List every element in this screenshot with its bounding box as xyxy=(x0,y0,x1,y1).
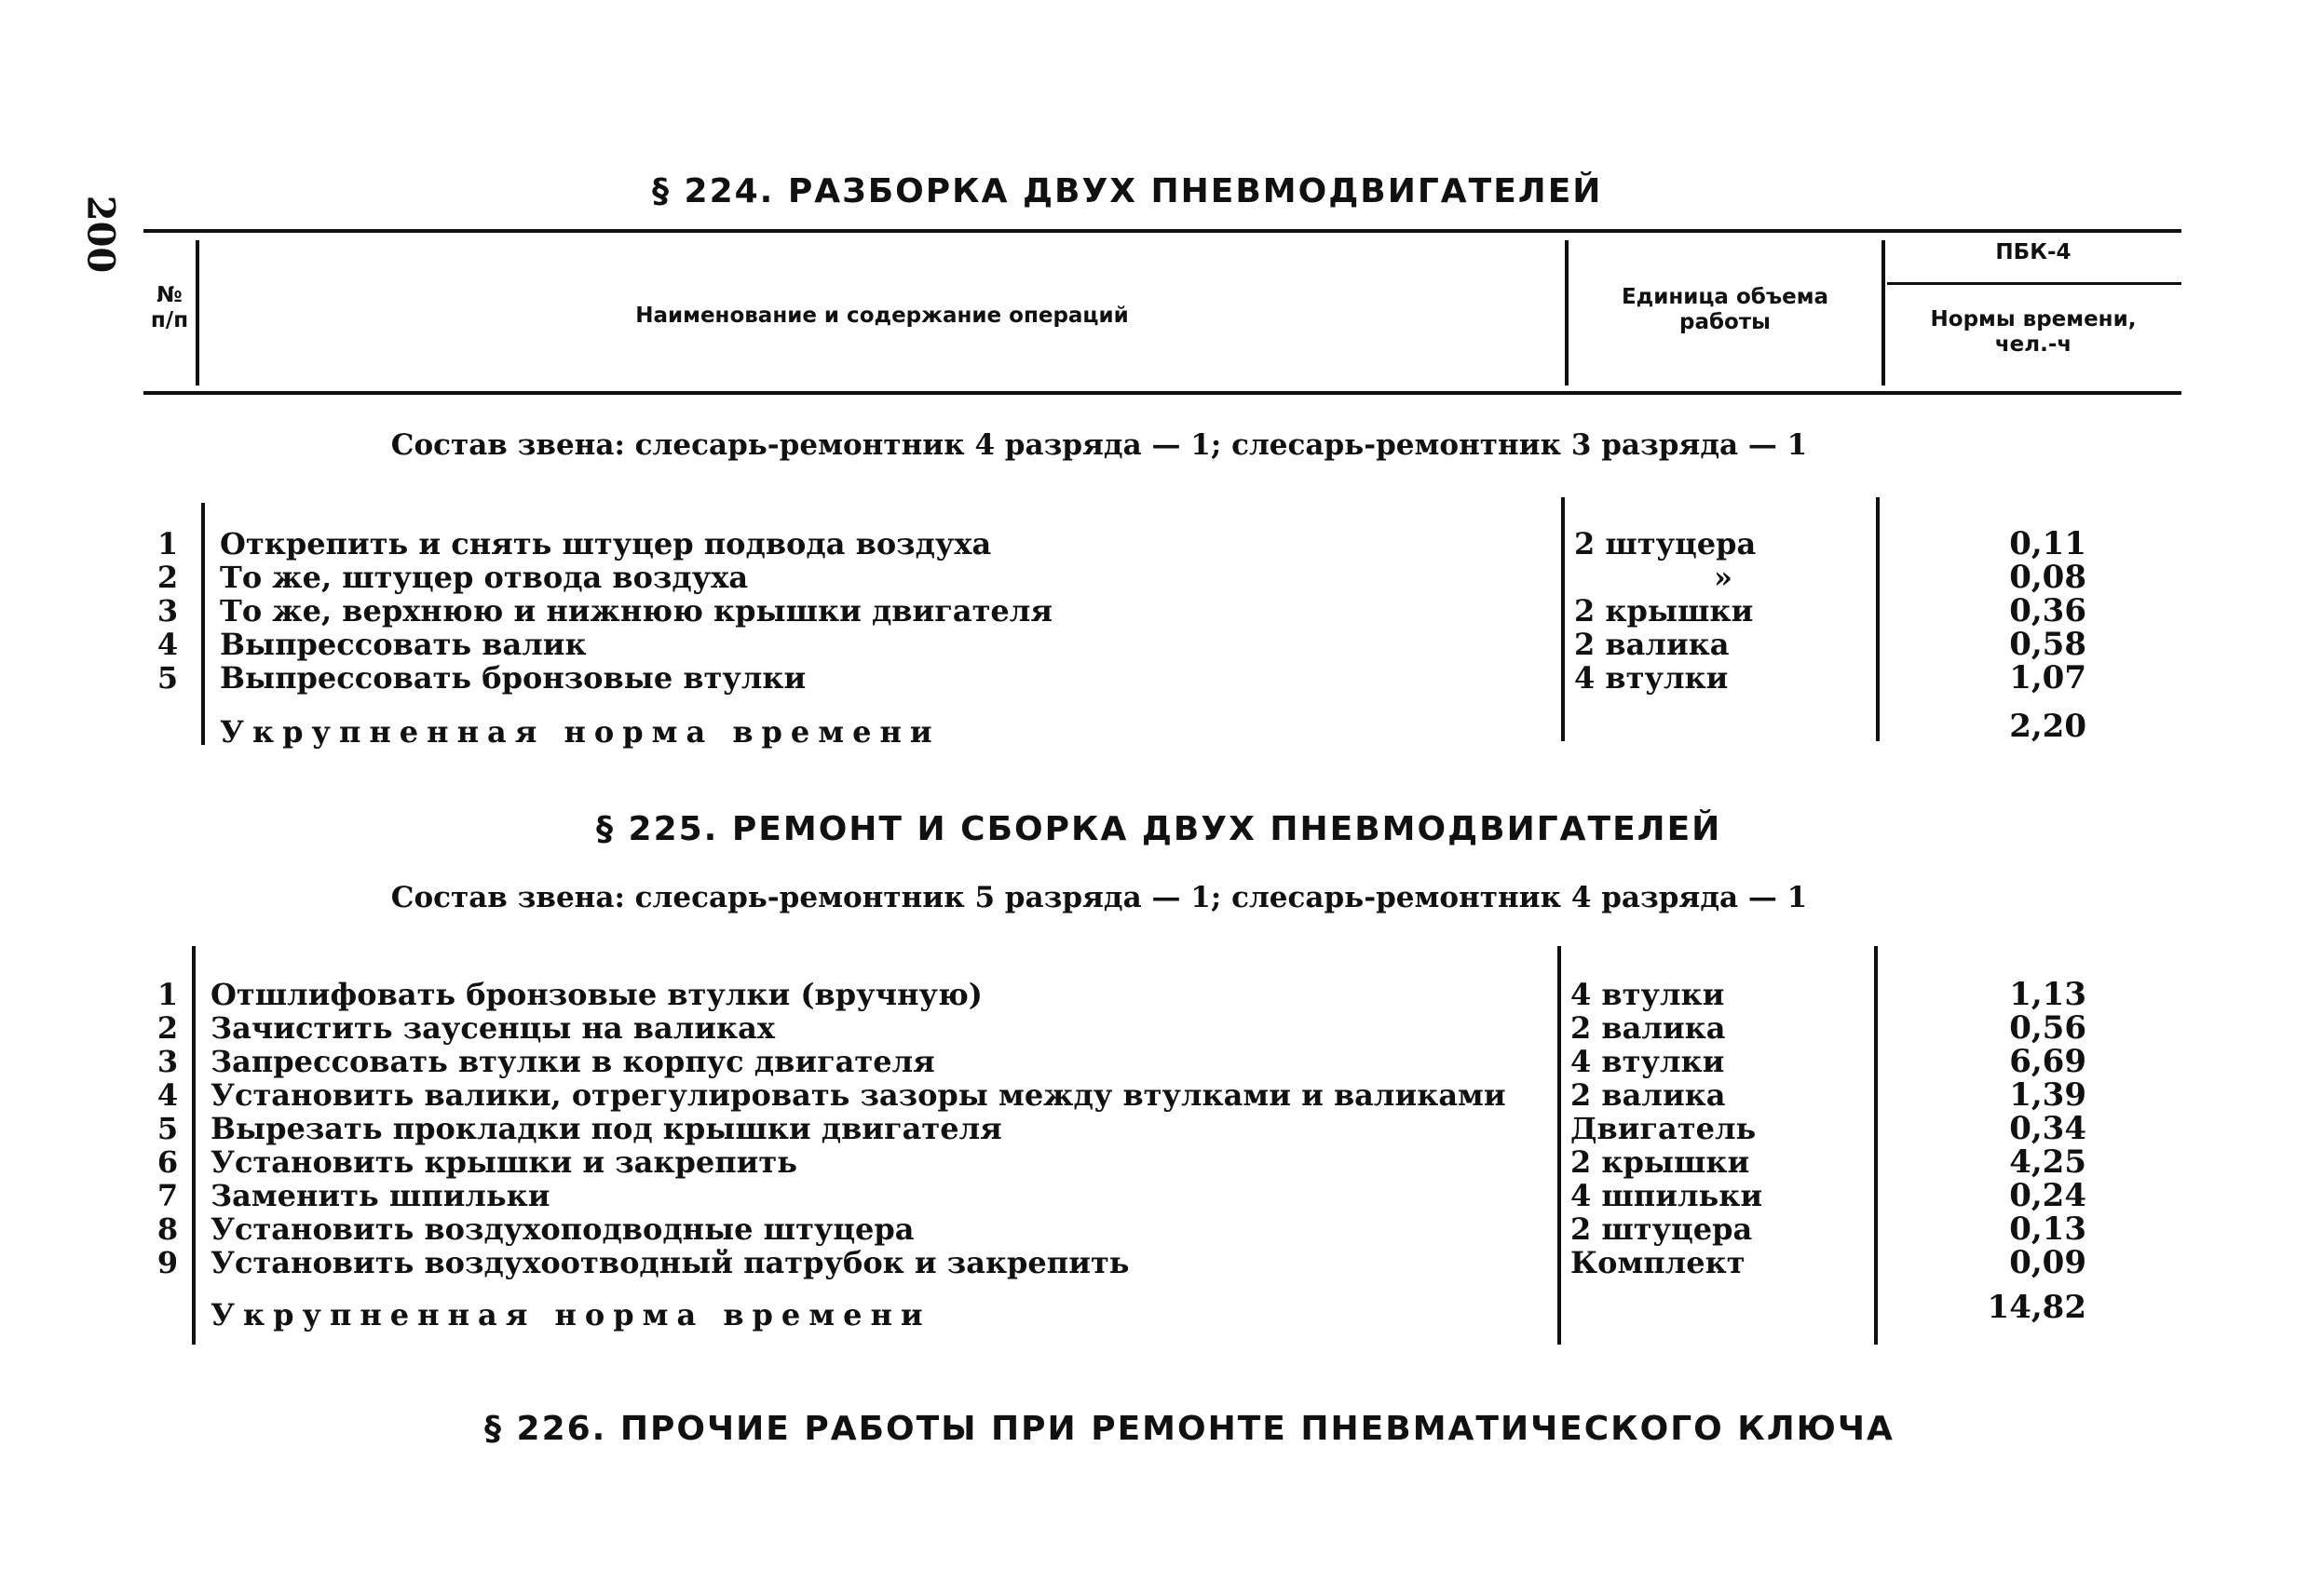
operation-name: Установить воздухоподводные штуцера xyxy=(211,1211,915,1247)
operation-name: Установить валики, отрегулировать зазоры между втулками и валиками xyxy=(211,1077,1506,1113)
row-number: 3 xyxy=(156,593,179,629)
section-224-brigade: Состав звена: слесарь-ремонтник 4 разряда — 1; слесарь-ремонтник 3 разряда — 1 xyxy=(390,428,1808,462)
operation-name: Отшлифовать бронзовые втулки (вручную) xyxy=(211,977,983,1012)
time-norm: 0,24 xyxy=(2009,1177,2086,1214)
work-unit: 2 валика xyxy=(1574,627,1730,662)
header-num: № п/п xyxy=(150,283,189,332)
operation-name: То же, штуцер отвода воздуха xyxy=(220,560,749,595)
row-number: 9 xyxy=(156,1245,179,1280)
time-norm: 0,08 xyxy=(2009,559,2086,596)
section-224-total-value: 2,20 xyxy=(2009,708,2086,745)
work-unit: 4 втулки xyxy=(1570,977,1725,1012)
work-unit: 2 крышки xyxy=(1574,593,1754,629)
operation-name: Выпрессовать бронзовые втулки xyxy=(220,660,807,696)
row-number: 8 xyxy=(156,1211,179,1247)
row-number: 6 xyxy=(156,1144,179,1180)
row-number: 5 xyxy=(156,660,179,696)
work-unit: Комплект xyxy=(1570,1245,1746,1280)
section-225-title: § 225. РЕМОНТ И СБОРКА ДВУХ ПНЕВМОДВИГАТЕЛЕЙ xyxy=(596,810,1722,848)
header-top-rule xyxy=(143,229,2181,233)
work-unit: 4 шпильки xyxy=(1570,1178,1763,1213)
row-number: 4 xyxy=(156,1077,179,1113)
operation-name: Запрессовать втулки в корпус двигателя xyxy=(211,1044,935,1079)
work-unit: 4 втулки xyxy=(1570,1044,1725,1079)
section-225-total-value: 14,82 xyxy=(1987,1289,2086,1326)
s225-col-divider-2 xyxy=(1557,946,1561,1345)
time-norm: 0,36 xyxy=(2009,592,2086,629)
operation-name: Вырезать прокладки под крышки двигателя xyxy=(211,1111,1002,1146)
time-norm: 0,56 xyxy=(2009,1009,2086,1047)
time-norm: 6,69 xyxy=(2009,1043,2086,1080)
work-unit: 2 штуцера xyxy=(1570,1211,1753,1247)
time-norm: 0,09 xyxy=(2009,1244,2086,1281)
s225-col-divider-1 xyxy=(192,946,196,1345)
s224-col-divider-1 xyxy=(201,503,205,745)
section-225-total-label: Укрупненная норма времени xyxy=(211,1297,931,1332)
operation-name: Установить крышки и закрепить xyxy=(211,1144,797,1180)
time-norm: 0,13 xyxy=(2009,1211,2086,1248)
section-226-title: § 226. ПРОЧИЕ РАБОТЫ ПРИ РЕМОНТЕ ПНЕВМАТИЧЕСКОГО КЛЮЧА xyxy=(484,1410,1895,1448)
section-224-title: § 224. РАЗБОРКА ДВУХ ПНЕВМОДВИГАТЕЛЕЙ xyxy=(652,172,1603,210)
operation-name: Зачистить заусенцы на валиках xyxy=(211,1010,775,1046)
operation-name: То же, верхнюю и нижнюю крышки двигателя xyxy=(220,593,1053,629)
work-unit: 2 крышки xyxy=(1570,1144,1750,1180)
work-unit: 2 валика xyxy=(1570,1077,1726,1113)
work-unit: 2 валика xyxy=(1570,1010,1726,1046)
time-norm: 1,07 xyxy=(2009,659,2086,697)
time-norm: 1,13 xyxy=(2009,976,2086,1013)
work-unit: 4 втулки xyxy=(1574,660,1729,696)
row-number: 4 xyxy=(156,627,179,662)
row-number: 5 xyxy=(156,1111,179,1146)
work-unit: Двигатель xyxy=(1570,1111,1757,1146)
operation-name: Открепить и снять штуцер подвода воздуха xyxy=(220,526,992,561)
header-group: ПБК-4 xyxy=(1995,240,2072,264)
row-number: 3 xyxy=(156,1044,179,1079)
operation-name: Установить воздухоотводный патрубок и закрепить xyxy=(211,1245,1130,1280)
page-number: 200 xyxy=(78,195,123,274)
time-norm: 0,11 xyxy=(2009,525,2086,562)
row-number: 2 xyxy=(156,1010,179,1046)
s224-col-divider-2 xyxy=(1561,497,1565,741)
s224-col-divider-3 xyxy=(1876,497,1880,741)
header-norm: Нормы времени, чел.-ч xyxy=(1930,307,2137,357)
header-group-rule xyxy=(1887,282,2181,285)
row-number: 1 xyxy=(156,526,179,561)
header-unit: Единица объема работы xyxy=(1621,285,1829,334)
header-name: Наименование и содержание операций xyxy=(635,304,1129,328)
time-norm: 0,34 xyxy=(2009,1110,2086,1147)
work-unit: 2 штуцера xyxy=(1574,526,1757,561)
section-225-brigade: Состав звена: слесарь-ремонтник 5 разряда — 1; слесарь-ремонтник 4 разряда — 1 xyxy=(390,881,1808,914)
section-224-total-label: Укрупненная норма времени xyxy=(220,714,941,750)
s225-col-divider-3 xyxy=(1874,946,1878,1345)
row-number: 7 xyxy=(156,1178,179,1213)
time-norm: 0,58 xyxy=(2009,626,2086,663)
time-norm: 1,39 xyxy=(2009,1076,2086,1114)
time-norm: 4,25 xyxy=(2009,1143,2086,1181)
operation-name: Выпрессовать валик xyxy=(220,627,587,662)
row-number: 2 xyxy=(156,560,179,595)
operation-name: Заменить шпильки xyxy=(211,1178,550,1213)
row-number: 1 xyxy=(156,977,179,1012)
work-unit: » xyxy=(1714,560,1732,595)
header-bottom-rule xyxy=(143,391,2181,395)
